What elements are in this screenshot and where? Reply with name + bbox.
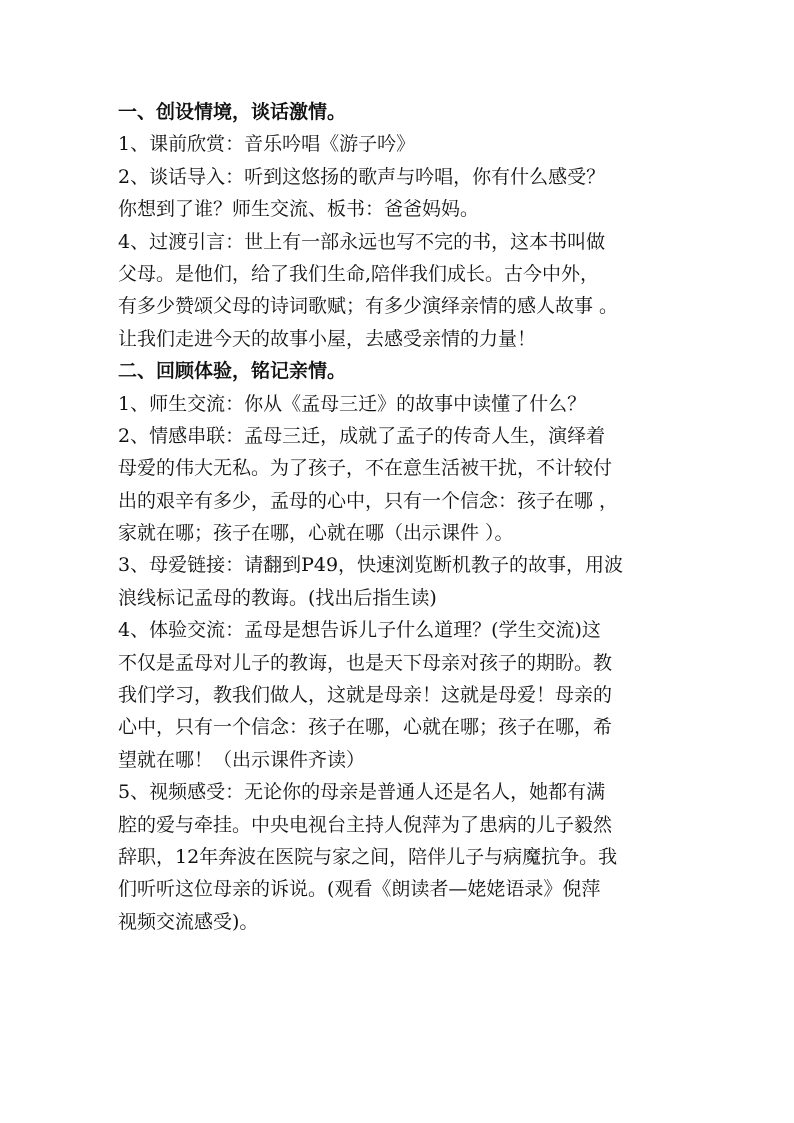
paragraph-line: 让我们走进今天的故事小屋，去感受亲情的力量！: [118, 327, 537, 350]
section-heading-1: 一、创设情境，谈话激情。: [118, 101, 347, 123]
paragraph-line: 腔的爱与牵挂。中央电视台主持人倪萍为了患病的儿子毅然: [118, 813, 613, 836]
paragraph-line: 母爱的伟大无私。为了孩子，不在意生活被干扰，不计较付: [118, 457, 613, 480]
section-heading-2: 二、回顾体验，铭记亲情。: [118, 360, 347, 383]
paragraph-line: 3、母爱链接：请翻到P49，快速浏览断机教子的故事，用波: [118, 554, 624, 577]
paragraph-line: 家就在哪；孩子在哪，心就在哪（出示课件 ）。: [118, 522, 514, 545]
paragraph-line: 出的艰辛有多少，孟母的心中，只有一个信念：孩子在哪 ，: [118, 489, 619, 512]
paragraph-line: 有多少赞颂父母的诗词歌赋；有多少演绎亲情的感人故事 。: [118, 295, 619, 318]
paragraph-line: 父母。是他们，给了我们生命,陪伴我们成长。古今中外，: [118, 262, 600, 285]
paragraph-line: 望就在哪！（出示课件齐读）: [118, 748, 366, 771]
paragraph-line: 4、过渡引言：世上有一部永远也写不完的书，这本书叫做: [118, 230, 606, 253]
paragraph-line: 不仅是孟母对儿子的教诲，也是天下母亲对孩子的期盼。教: [118, 651, 613, 674]
paragraph-line: 4、体验交流：孟母是想告诉儿子什么道理？(学生交流)这: [118, 619, 601, 642]
paragraph-line: 5、视频感受：无论你的母亲是普通人还是名人，她都有满: [118, 781, 606, 804]
paragraph-line: 视频交流感受)。: [118, 910, 259, 933]
paragraph-line: 2、谈话导入：听到这悠扬的歌声与吟唱，你有什么感受？: [118, 165, 606, 188]
paragraph-line: 浪线标记孟母的教诲。(找出后指生读): [118, 586, 437, 609]
paragraph-line: 1、课前欣赏：音乐吟唱《游子吟》: [118, 133, 416, 156]
paragraph-line: 1、师生交流：你从《孟母三迁》的故事中读懂了什么？: [118, 392, 587, 415]
paragraph-line: 心中，只有一个信念：孩子在哪，心就在哪；孩子在哪，希: [118, 716, 613, 739]
paragraph-line: 们听听这位母亲的诉说。(观看《朗读者—姥姥语录》倪萍: [118, 878, 601, 901]
paragraph-line: 你想到了谁？师生交流、板书：爸爸妈妈。: [118, 198, 480, 221]
paragraph-line: 2、情感串联：孟母三迁，成就了孟子的传奇人生，演绎着: [118, 424, 606, 447]
paragraph-line: 辞职，12年奔波在医院与家之间，陪伴儿子与病魔抗争。我: [118, 845, 618, 868]
document-body: [118, 96, 678, 938]
paragraph-line: 我们学习，教我们做人，这就是母亲！这就是母爱！母亲的: [118, 684, 613, 707]
